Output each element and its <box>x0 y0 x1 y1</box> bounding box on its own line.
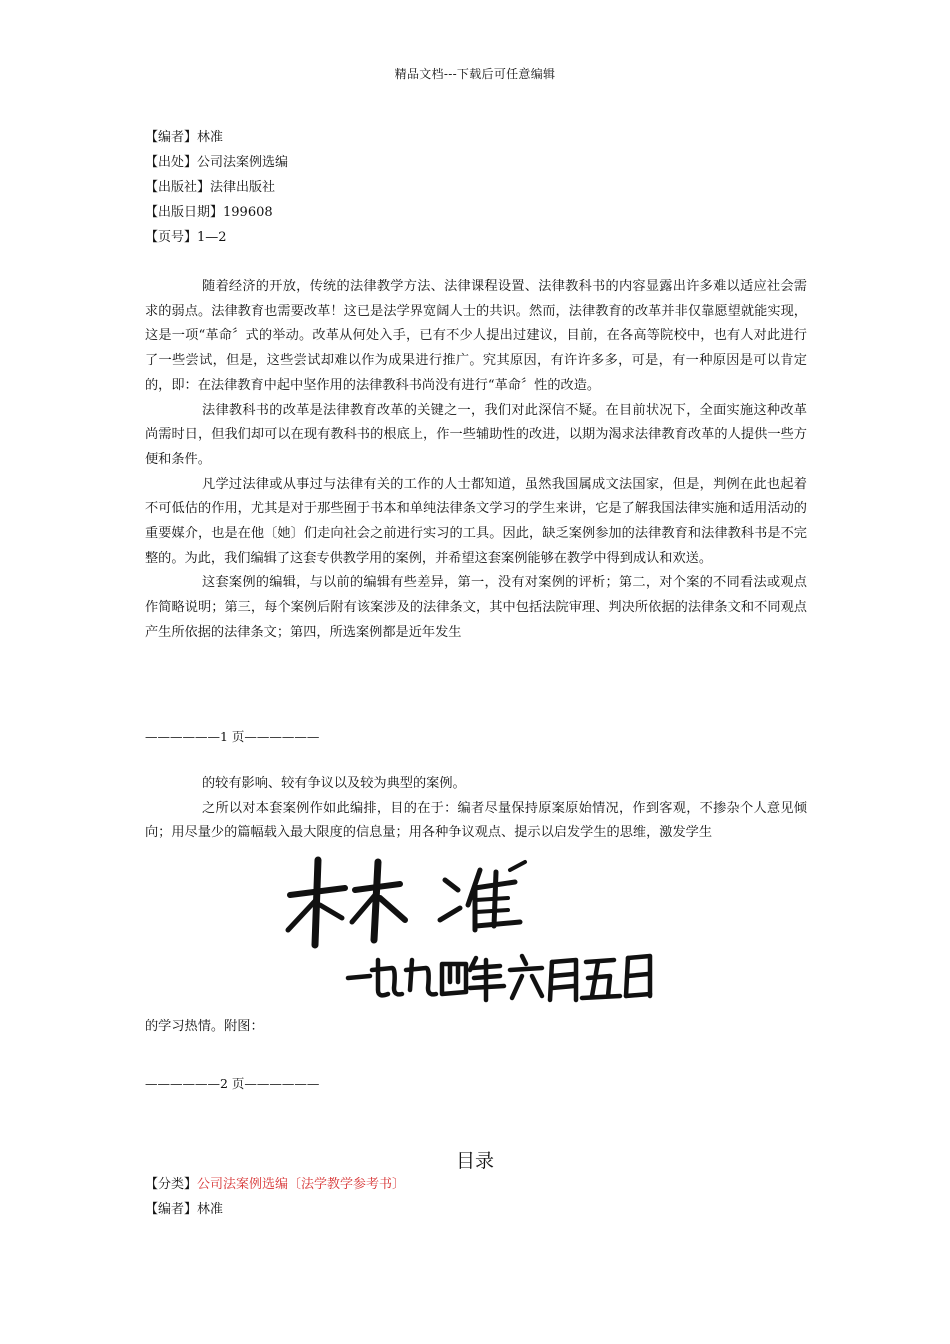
header-note: 精品文档---下载后可任意编辑 <box>394 67 556 81</box>
body-section-1 <box>145 275 807 646</box>
paragraph: 这套案例的编辑，与以前的编辑有些差异，第一，没有对案例的评析；第二，对个案的不同看法或观点作简略说明；第三，每个案例后附有该案涉及的法律条文，其中包括法院审理、判决所依据的法律条文和不同观点产生所依据的法律条文；第四，所选案例都是近年发生 <box>145 575 807 640</box>
toc-category <box>145 1172 405 1197</box>
paragraph: 之所以对本套案例作如此编排，目的在于：编者尽量保持原案原始情况，作到客观，不掺杂个人意见倾向；用尽量少的篇幅载入最大限度的信息量；用各种争议观点、提示以启发学生的思维，激发学生 <box>145 800 807 841</box>
toc-category-link[interactable]: 公司法案例选编〔法学教学参考书〕 <box>197 1177 406 1192</box>
meta-editor: 【编者】林准 <box>145 130 224 145</box>
meta-publisher: 【出版社】法律出版社 <box>145 180 276 195</box>
paragraph: 随着经济的开放，传统的法律教学方法、法律课程设置、法律教科书的内容显露出许多难以适应社会需求的弱点。法律教育也需要改革！这已是法学界宽阔人士的共识。然而，法律教育的改革并非仅靠愿望就能实现，这是一项“革命〞式的举动。改革从何处入手，已有不少人提出过建议，目前，在各高等院校中，也有人对此进行了一些尝试，但是，这些尝试却难以作为成果进行推广。究其原因，有许许多多，可是，有一种原因是可以肯定的，即：在法律教育中起中坚作用的法律教科书尚没有进行“革命〞性的改造。 <box>145 279 807 393</box>
handwritten-signature <box>270 850 670 1020</box>
meta-pages: 【页号】1—2 <box>145 230 227 245</box>
toc-editor: 【编者】林准 <box>145 1202 224 1217</box>
page-divider-2: ——————2 页—————— <box>145 1076 320 1091</box>
toc-category-label: 【分类】 <box>145 1177 198 1192</box>
body-section-2 <box>145 772 807 846</box>
body-section-3 <box>145 1015 807 1040</box>
paragraph: 的较有影响、较有争议以及较为典型的案例。 <box>202 776 466 791</box>
paragraph: 凡学过法律或从事过与法律有关的工作的人士都知道，虽然我国属成文法国家，但是，判例在此也起着不可低估的作用，尤其是对于那些囿于书本和单纯法律条文学习的学生来讲，它是了解我国法律实施和适用活动的重要媒介，也是在他〔她〕们走向社会之前进行实习的工具。因此，缺乏案例参加的法律教育和法律教科书是不完整的。为此，我们编辑了这套专供教学用的案例，并希望这套案例能够在教学中得到成认和欢送。 <box>145 476 807 566</box>
toc-title: 目录 <box>455 1150 494 1172</box>
page-divider-1: ——————1 页—————— <box>145 729 320 744</box>
paragraph: 的学习热情。附图： <box>145 1019 264 1034</box>
toc-meta-block <box>145 1172 405 1222</box>
meta-source: 【出处】公司法案例选编 <box>145 155 289 170</box>
meta-pub-date: 【出版日期】199608 <box>145 205 273 220</box>
paragraph: 法律教科书的改革是法律教育改革的关键之一，我们对此深信不疑。在目前状况下，全面实施这种改革尚需时日，但我们却可以在现有教科书的根底上，作一些辅助性的改进，以期为渴求法律教育改革的人提供一些方便和条件。 <box>145 402 807 467</box>
metadata-block <box>145 125 288 250</box>
